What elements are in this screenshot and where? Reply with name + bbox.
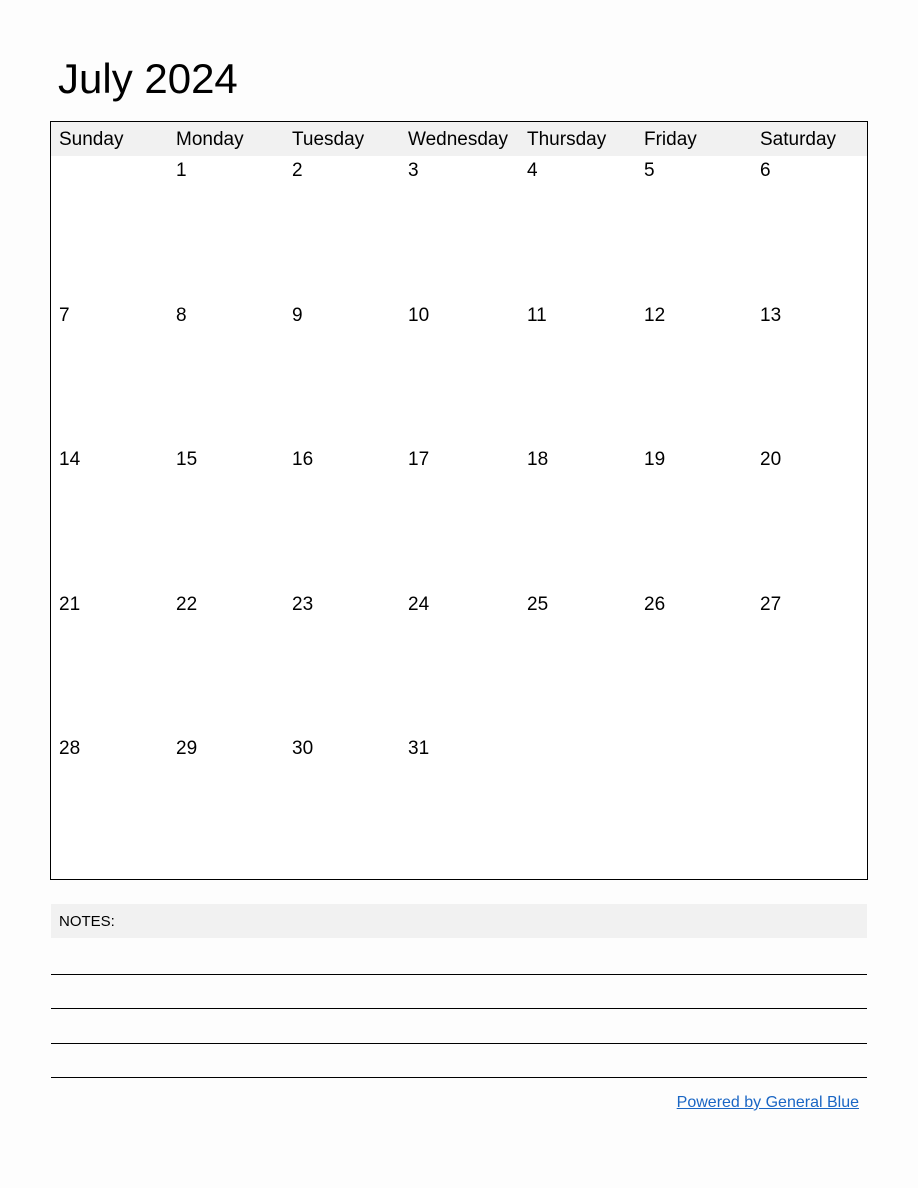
day-number: 17 (408, 449, 430, 470)
notes-line (51, 1043, 867, 1044)
day-number: 9 (292, 304, 303, 326)
weekday-friday: Friday (644, 129, 697, 150)
day-number: 4 (527, 160, 538, 181)
day-number: 29 (176, 738, 198, 759)
day-number: 19 (644, 449, 666, 470)
notes-line (51, 1077, 867, 1078)
weekday-wednesday: Wednesday (408, 129, 508, 150)
day-number: 15 (176, 449, 198, 470)
weekday-tuesday: Tuesday (292, 129, 365, 150)
day-number: 5 (644, 160, 655, 181)
notes-line (51, 1008, 867, 1009)
notes-line (51, 974, 867, 975)
day-number: 2 (292, 160, 303, 181)
day-number: 28 (59, 738, 81, 759)
day-number: 10 (408, 304, 430, 326)
day-number: 26 (644, 593, 666, 615)
day-number: 6 (760, 160, 771, 181)
day-number: 18 (527, 449, 549, 470)
weekday-saturday: Saturday (760, 129, 837, 150)
day-number: 8 (176, 304, 187, 326)
notes-label: NOTES: (59, 913, 115, 930)
weekday-sunday: Sunday (59, 129, 124, 150)
day-number: 21 (59, 593, 81, 615)
day-number: 20 (760, 449, 782, 470)
day-number: 27 (760, 593, 782, 615)
day-number: 11 (527, 304, 547, 326)
day-number: 23 (292, 593, 314, 615)
day-number: 30 (292, 738, 314, 759)
day-number: 12 (644, 304, 666, 326)
day-number: 14 (59, 449, 81, 470)
weekday-header (51, 122, 867, 156)
day-number: 24 (408, 593, 430, 615)
day-number: 22 (176, 593, 198, 615)
day-number: 31 (408, 738, 430, 759)
day-number: 1 (176, 160, 187, 181)
calendar-grid (50, 121, 868, 880)
page-title: July 2024 (58, 55, 238, 102)
weekday-thursday: Thursday (527, 129, 607, 150)
powered-by-link[interactable]: Powered by General Blue (676, 1094, 859, 1111)
day-number: 16 (292, 449, 314, 470)
day-number: 25 (527, 593, 549, 615)
day-number: 3 (408, 160, 419, 181)
day-number: 7 (59, 304, 70, 326)
notes-header (51, 904, 867, 938)
day-number: 13 (760, 304, 782, 326)
weekday-monday: Monday (176, 129, 244, 150)
